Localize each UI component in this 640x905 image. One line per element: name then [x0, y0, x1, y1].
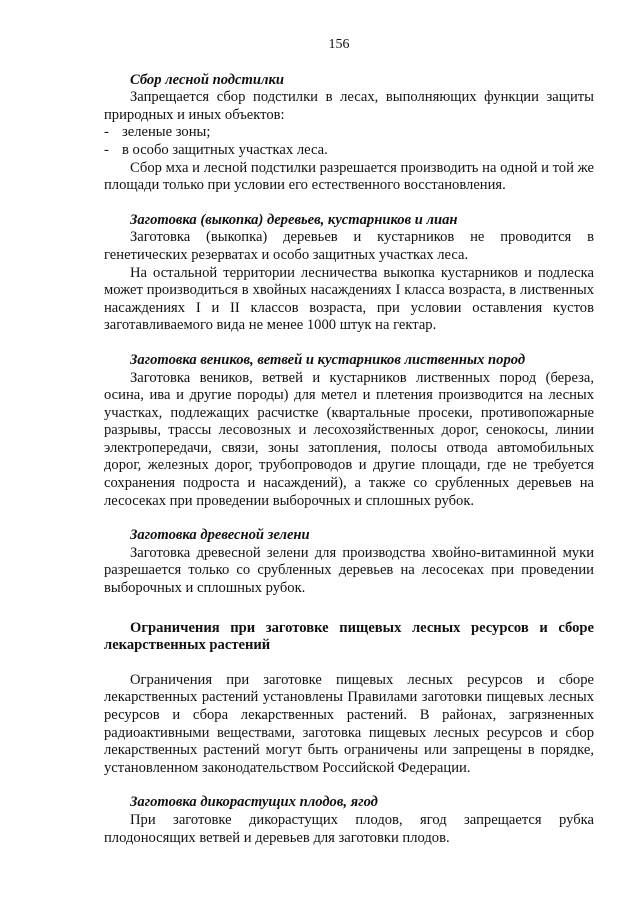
spacer: [104, 655, 594, 672]
section-litter-collection: [104, 72, 594, 195]
section-wild-fruits: [104, 794, 594, 847]
section-food-resources-restrictions: [104, 620, 594, 778]
paragraph: При заготовке дикорастущих плодов, ягод запрещается рубка плодоносящих ветвей и деревьев для заготовки плодов.: [104, 811, 594, 846]
list-item-text: зеленые зоны;: [122, 124, 211, 141]
section-heading: Заготовка дикорастущих плодов, ягод: [130, 794, 378, 811]
list-item-text: в особо защитных участках леса.: [122, 141, 328, 158]
section-heading: Сбор лесной подстилки: [130, 71, 284, 88]
paragraph: Заготовка древесной зелени для производства хвойно-витаминной муки разрешается только со срубленных деревьев на лесосеках при проведении выборочных и сплошных рубок.: [104, 544, 594, 597]
list-item: [104, 124, 594, 142]
document-page: [104, 36, 594, 864]
section-heading: Заготовка (выкопка) деревьев, кустарников и лиан: [130, 211, 458, 228]
section-tree-digging: [104, 212, 594, 335]
section-heading: Заготовка древесной зелени: [130, 527, 310, 544]
paragraph: Заготовка (выкопка) деревьев и кустарников не проводится в генетических резерватах и особо защитных участках леса.: [104, 229, 594, 263]
section-greenery: [104, 527, 594, 597]
section-heading: Ограничения при заготовке пищевых лесных ресурсов и сборе лекарственных растений: [104, 619, 594, 654]
section-brooms-branches: [104, 352, 594, 510]
paragraph: Заготовка веников, ветвей и кустарников лиственных пород (береза, осина, ива и другие породы) для метел и плетения производится на лесных участках, подлежащих расчистке (квартальные просеки, противопожарные разрывы, трассы лесовозных и лесохозяйственных дорог, сенокосы, линии электропередачи, связи, зоны затопления, полосы отвода автомобильных дорог, железных дорог, трубопроводов и другие площади, где не требуется сохранения подроста и насаждений), а также со срубленных деревьев на лесосеках при проведении выборочных и сплошных рубок.: [104, 369, 594, 509]
paragraph: На остальной территории лесничества выкопка кустарников и подлеска может производиться в хвойных насаждениях I класса возраста, в лиственных насаждениях I и II классов возраста, при условии оставления кустов заготавливаемого вида не менее 1000 штук на гектар.: [104, 264, 594, 334]
paragraph: Запрещается сбор подстилки в лесах, выполняющих функции защиты природных и иных объектов:: [104, 89, 594, 123]
list-dash: -: [104, 124, 109, 141]
list-dash: -: [104, 141, 109, 158]
section-heading: Заготовка веников, ветвей и кустарников лиственных пород: [130, 351, 526, 368]
paragraph: Ограничения при заготовке пищевых лесных ресурсов и сборе лекарственных растений установлены Правилами заготовки пищевых лесных ресурсов и сбора лекарственных растений. В районах, загрязненных радиоактивными веществами, заготовка пищевых лесных ресурсов и сбор лекарственных растений могут быть ограничены или запрещены в порядке, установленном законодательством Российской Федерации.: [104, 671, 594, 776]
paragraph: Сбор мха и лесной подстилки разрешается производить на одной и той же площади только при условии его естественного восстановления.: [104, 159, 594, 194]
list-item: [104, 142, 594, 160]
page-number: 156: [328, 37, 350, 52]
